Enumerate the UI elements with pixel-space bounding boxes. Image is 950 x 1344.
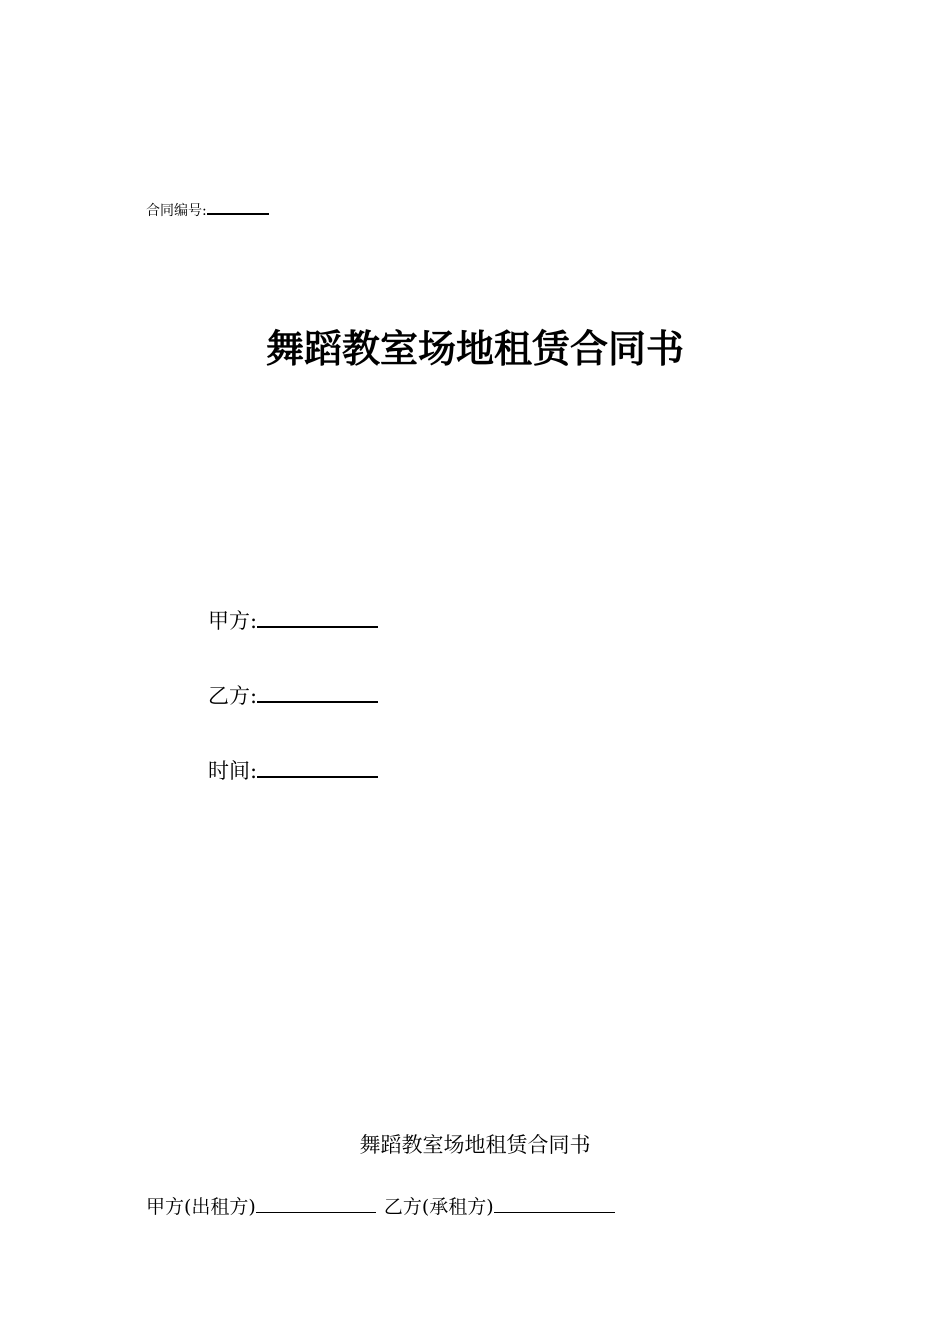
party-b-lessee-label: 乙方(承租方) (383, 1196, 494, 1218)
time-label: 时间: (208, 759, 258, 783)
document-title: 舞蹈教室场地租赁合同书 (265, 326, 684, 371)
time-field (208, 756, 378, 785)
party-b-blank[interactable] (257, 681, 378, 703)
party-a-label: 甲方: (208, 609, 258, 633)
time-blank[interactable] (257, 756, 378, 778)
contract-number (146, 200, 269, 221)
contract-number-blank[interactable] (207, 200, 269, 215)
body-subtitle: 舞蹈教室场地租赁合同书 (359, 1133, 591, 1157)
party-a-blank[interactable] (257, 606, 378, 628)
party-b-lessee-blank[interactable] (494, 1192, 615, 1213)
contract-number-label: 合同编号: (146, 203, 207, 219)
parties-line (146, 1192, 615, 1221)
party-a-field (208, 606, 378, 635)
party-a-lessor-label: 甲方(出租方) (146, 1196, 256, 1218)
party-b-field (208, 681, 378, 710)
party-a-lessor-blank[interactable] (256, 1192, 376, 1213)
party-b-label: 乙方: (208, 684, 258, 708)
